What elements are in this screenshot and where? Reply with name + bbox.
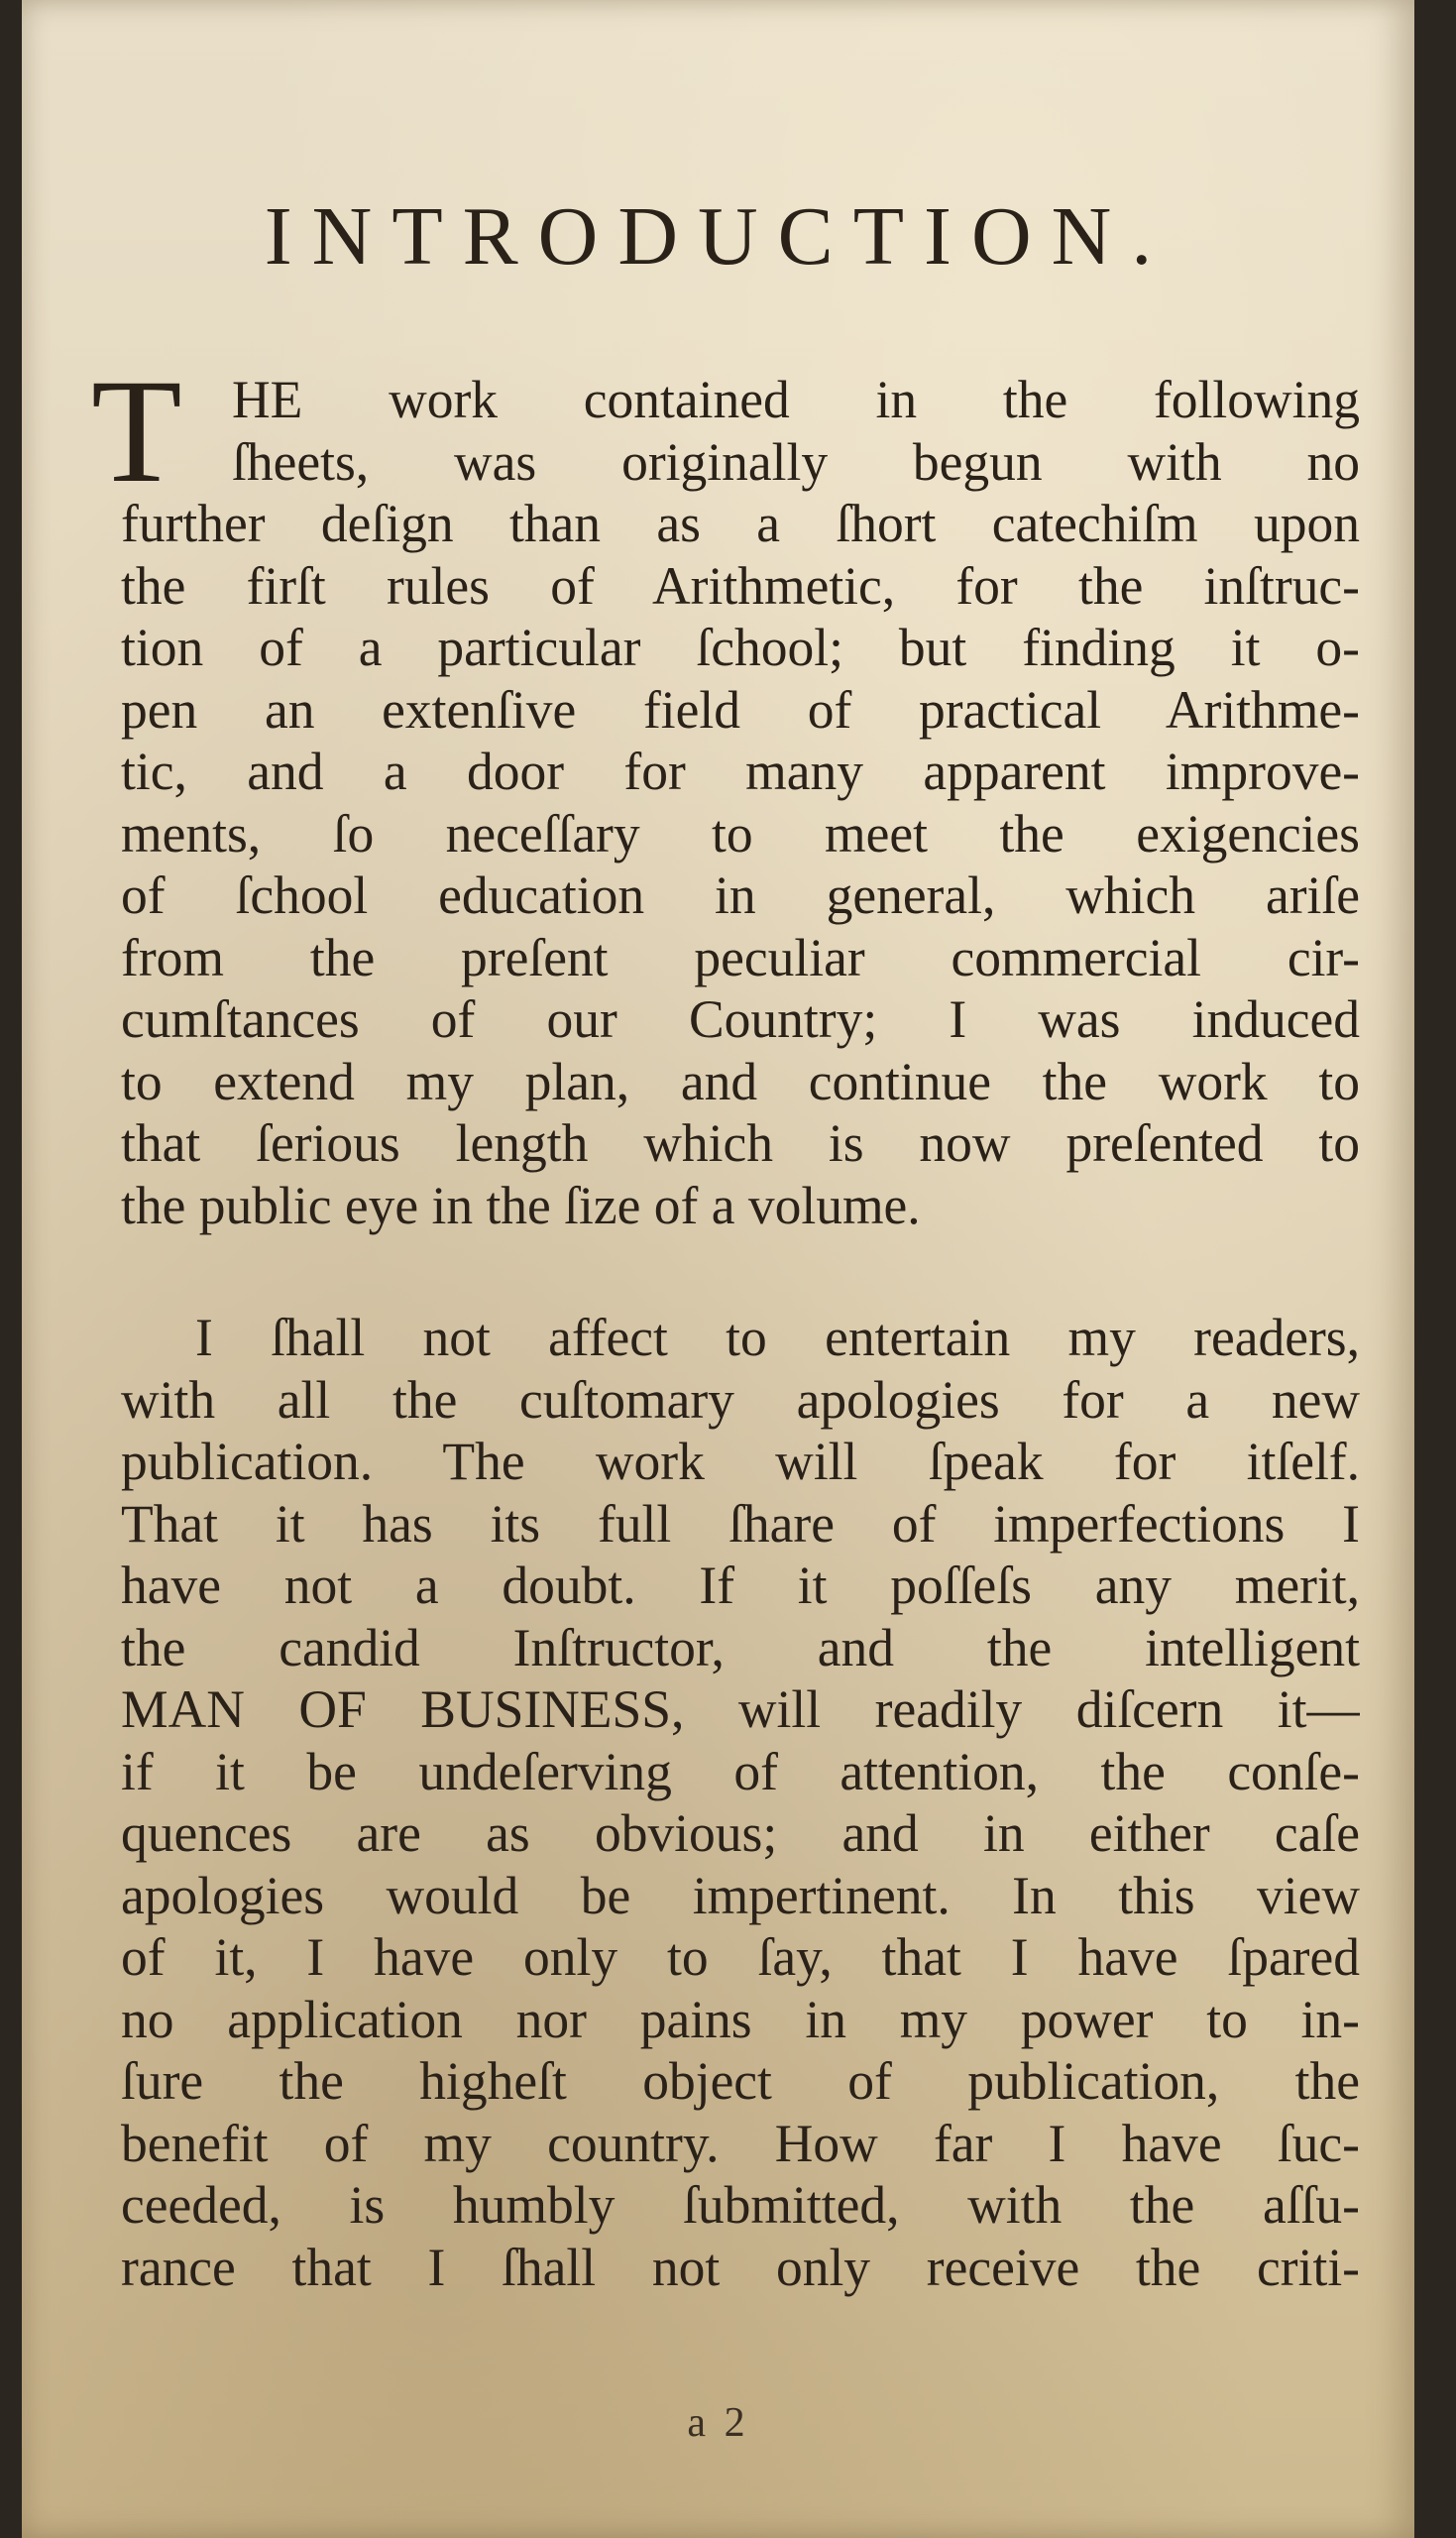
text-line: That it has its full ſhare of imperfections I [121, 1493, 1360, 1554]
paragraph-2 [121, 1307, 1360, 2298]
text-line: if it be undeſerving of attention, the conſe- [121, 1741, 1360, 1801]
text-line: tion of a particular ſchool; but finding it o- [121, 618, 1360, 677]
text-line: further deſign than as a ſhort catechiſm upon [121, 494, 1360, 553]
book-page [22, 0, 1414, 2538]
paragraph-1 [121, 369, 1360, 1236]
signature-mark: a 2 [687, 2400, 749, 2446]
text-line: MAN OF BUSINESS, will readily diſcern it— [121, 1679, 1360, 1739]
text-line: with all the cuſtomary apologies for a new [121, 1369, 1360, 1430]
text-line: HE work contained in the following [232, 370, 1360, 429]
text-line: no application nor pains in my power to in- [121, 1989, 1360, 2049]
text-line: have not a doubt. If it poſſeſs any merit, [121, 1556, 1360, 1615]
text-line: ments, ſo neceſſary to meet the exigencies [121, 803, 1360, 864]
text-line: quences are as obvious; and in either caſe [121, 1803, 1360, 1863]
text-line: I ſhall not affect to entertain my readers, [195, 1308, 1360, 1367]
text-line: the candid Inſtructor, and the intelligent [121, 1617, 1360, 1677]
text-line: the firſt rules of Arithmetic, for the inſtruc- [121, 555, 1360, 616]
text-line: apologies would be impertinent. In this view [121, 1865, 1360, 1925]
text-line: tic, and a door for many apparent improve- [121, 742, 1360, 801]
text-line: of it, I have only to ſay, that I have ſpared [121, 1927, 1360, 1987]
text-line: of ſchool education in general, which ariſe [121, 865, 1360, 925]
text-line: ſheets, was originally begun with no [232, 431, 1360, 492]
text-line: ceeded, is humbly ſubmitted, with the aſſu- [121, 2175, 1360, 2235]
text-line: that ſerious length which is now preſented to [121, 1113, 1360, 1173]
text-line: ſure the higheſt object of publication, the [121, 2051, 1360, 2111]
text-line: benefit of my country. How far I have ſuc- [121, 2113, 1360, 2173]
text-line: pen an extenſive field of practical Arithme- [121, 679, 1360, 740]
text-line: cumſtances of our Country; I was induced [121, 989, 1360, 1049]
page-title: INTRODUCTION. [264, 190, 1173, 283]
text-line: from the preſent peculiar commercial cir- [121, 927, 1360, 987]
drop-cap: T [91, 349, 182, 514]
text-line: the public eye in the ſize of a volume. [121, 1175, 921, 1235]
text-line: publication. The work will ſpeak for itſelf. [121, 1432, 1360, 1491]
text-line: to extend my plan, and continue the work to [121, 1051, 1360, 1111]
text-line: rance that I ſhall not only receive the criti- [121, 2237, 1360, 2297]
